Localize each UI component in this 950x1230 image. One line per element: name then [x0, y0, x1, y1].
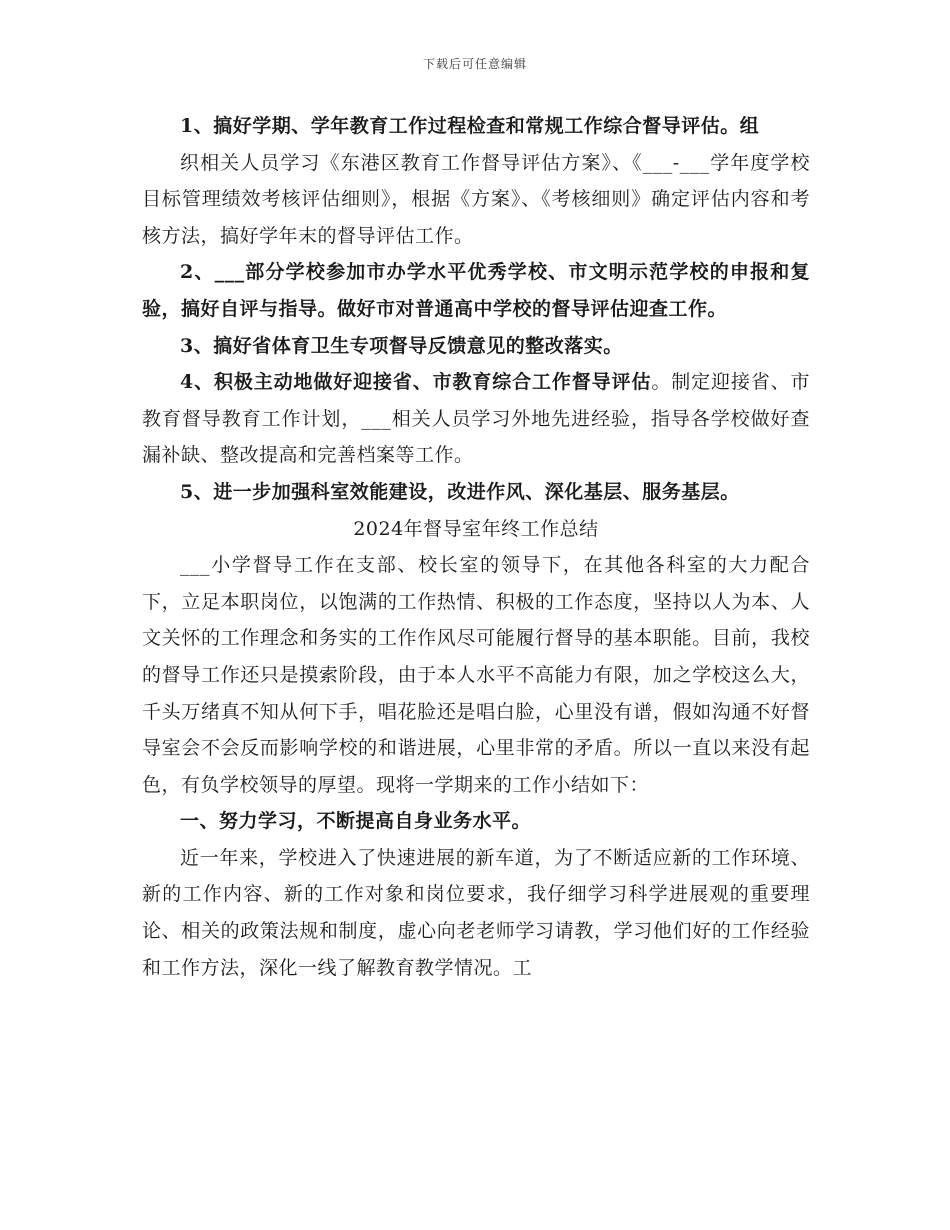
- item-4-body: 。制定迎接省、市教育督导教育工作计划，___相关人员学习外地先进经验，指导各学校做好查漏补缺、整改提高和完善档案等工作。: [142, 371, 810, 467]
- item-2-title: 2、___部分学校参加市办学水平优秀学校、市文明示范学校的申报和复验，搞好自评与指导。做好市对普通高中学校的督导评估迎查工作。: [142, 261, 810, 320]
- item-3-title: 3、搞好省体育卫生专项督导反馈意见的整改落实。: [180, 334, 623, 357]
- summary-paragraph-1: 近一年来，学校进入了快速进展的新车道，为了不断适应新的工作环境、新的工作内容、新的工作对象和岗位要求，我仔细学习科学进展观的重要理论、相关的政策法规和制度，虚心向老老师学习请教，学习他们好的工作经验和工作方法，深化一线了解教育教学情况。工: [142, 846, 810, 979]
- document-body: [142, 108, 810, 986]
- item-4-paragraph: [142, 364, 810, 474]
- summary-title: 2024年督导室年终工作总结: [353, 517, 599, 540]
- item-1-title: 1、搞好学期、学年教育工作过程检查和常规工作综合督导评估。组: [180, 115, 760, 137]
- item-1-body: 织相关人员学习《东港区教育工作督导评估方案》、《___-___学年度学校目标管理绩效考核评估细则》，根据《方案》、《考核细则》确定评估内容和考核方法，搞好学年末的督导评估工作。: [142, 151, 810, 247]
- summary-intro: ___小学督导工作在支部、校长室的领导下，在其他各科室的大力配合下，立足本职岗位，以饱满的工作热情、积极的工作态度，坚持以人为本、人文关怀的工作理念和务实的工作作风尽可能履行督导的基本职能。目前，我校的督导工作还只是摸索阶段，由于本人水平不高能力有限，加之学校这么大，千头万绪真不知从何下手，唱花脸还是唱白脸，心里没有谱，假如沟通不好督导室会不会反而影响学校的和谐进展，心里非常的矛盾。所以一直以来没有起色，有负学校领导的厚望。现将一学期来的工作小结如下：: [142, 554, 810, 796]
- item-4-title: 4、积极主动地做好迎接省、市教育综合工作督导评估: [180, 371, 652, 394]
- item-5-title: 5、进一步加强科室效能建设，改进作风、深化基层、服务基层。: [180, 480, 740, 503]
- summary-heading-1: 一、努力学习，不断提高自身业务水平。: [180, 810, 532, 833]
- page-header-note: 下载后可任意编辑: [422, 57, 527, 71]
